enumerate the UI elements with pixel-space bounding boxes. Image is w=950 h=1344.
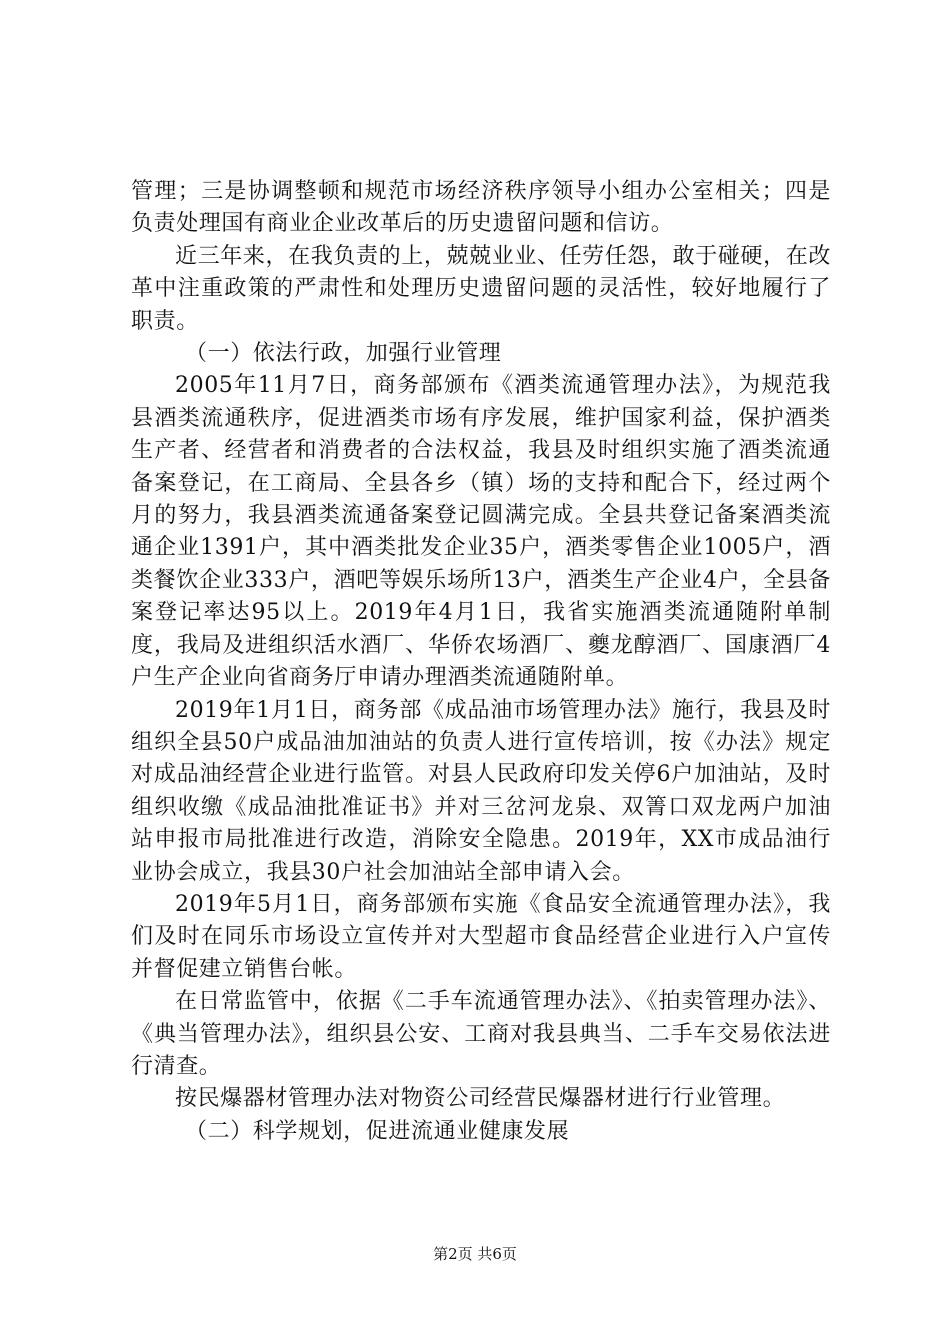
- section-heading-2: （二）科学规划，促进流通业健康发展: [185, 1118, 570, 1144]
- section-heading-1: （一）依法行政，加强行业管理: [185, 341, 502, 367]
- paragraph-2: 近三年来，在我负责的上，兢兢业业、任劳任怨，敢于碰硬，在改革中注重政策的严肃性和处理历史遗留问题的灵活性，较好地履行了职责。: [131, 243, 831, 334]
- paragraph-7: 按民爆器材管理办法对物资公司经营民爆器材进行行业管理。: [175, 1086, 786, 1112]
- paragraph-4: 2019年1月1日，商务部《成品油市场管理办法》施行，我县及时组织全县50户成品油加油站的负责人进行宣传培训，按《办法》规定对成品油经营企业进行监管。对县人民政府印发关停6户加油站，及时组织收缴《成品油批准证书》并对三岔河龙泉、双箐口双龙两户加油站申报市局批准进行改造，消除安全隐患。2019年，XX市成品油行业协会成立，我县30户社会加油站全部申请入会。: [131, 697, 831, 885]
- document-body: [131, 176, 831, 1148]
- paragraph-5: 2019年5月1日，商务部颁布实施《食品安全流通管理办法》，我们及时在同乐市场设立宣传并对大型超市食品经营企业进行入户宣传并督促建立销售台帐。: [131, 891, 831, 982]
- paragraph-1: 管理；三是协调整顿和规范市场经济秩序领导小组办公室相关；四是负责处理国有商业企业改革后的历史遗留问题和信访。: [131, 179, 831, 237]
- page-footer: 第2页 共6页: [433, 1245, 517, 1263]
- paragraph-3: 2005年11月7日，商务部颁布《酒类流通管理办法》，为规范我县酒类流通秩序，促进酒类市场有序发展，维护国家利益，保护酒类生产者、经营者和消费者的合法权益，我县及时组织实施了酒类流通备案登记，在工商局、全县各乡（镇）场的支持和配合下，经过两个月的努力，我县酒类流通备案登记圆满完成。全县共登记备案酒类流通企业1391户，其中酒类批发企业35户，酒类零售企业1005户，酒类餐饮企业333户，酒吧等娱乐场所13户，酒类生产企业4户，全县备案登记率达95以上。2019年4月1日，我省实施酒类流通随附单制度，我局及进组织活水酒厂、华侨农场酒厂、夔龙醇酒厂、国康酒厂4户生产企业向省商务厅申请办理酒类流通随附单。: [131, 373, 831, 691]
- paragraph-6: 在日常监管中，依据《二手车流通管理办法》、《拍卖管理办法》、《典当管理办法》，组织县公安、工商对我县典当、二手车交易依法进行清查。: [131, 989, 831, 1079]
